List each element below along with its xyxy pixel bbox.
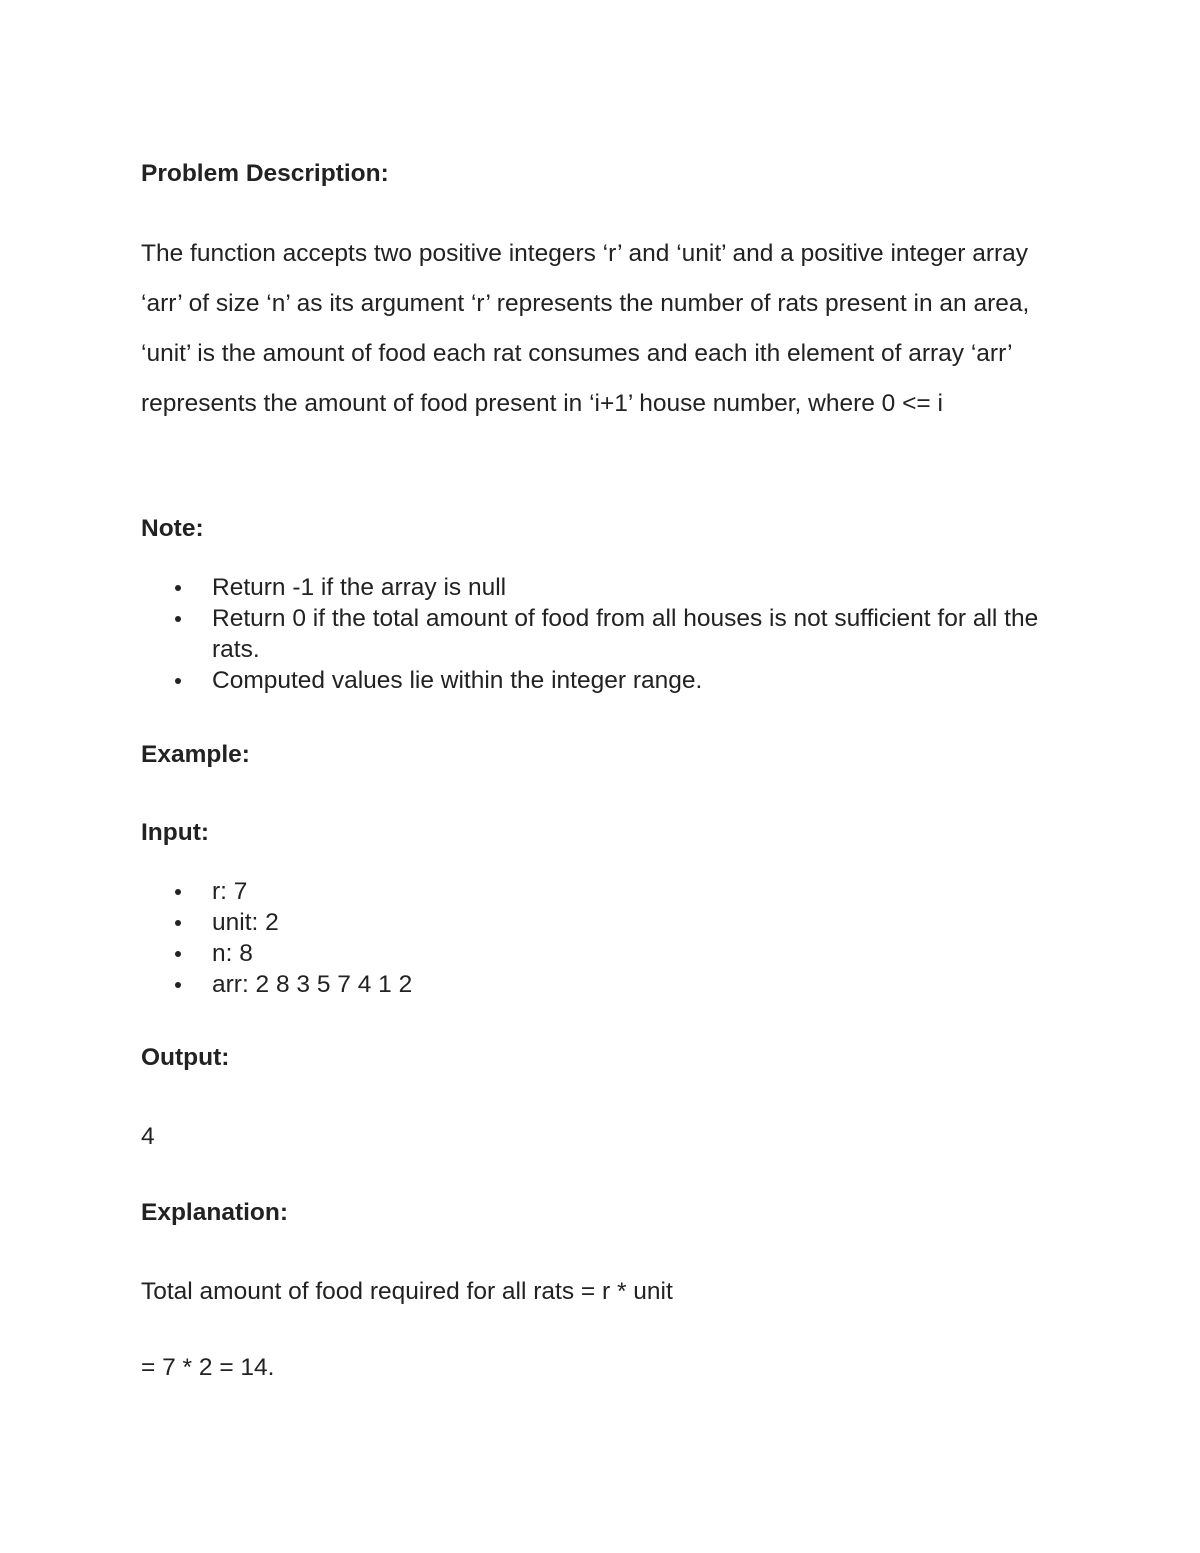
output-value: 4 bbox=[141, 1123, 155, 1150]
note-item: Return -1 if the array is null bbox=[141, 572, 1042, 603]
explanation-heading: Explanation: bbox=[141, 1199, 289, 1226]
problem-description-text: The function accepts two positive integers ‘r’ and ‘unit’ and a positive integer array ‘arr’ of size ‘n’ as its argument ‘r’ represents the number of rats present in an area, ‘unit’ is the amount of food each rat consumes and each ith element of array ‘arr’ represents the amount of food present in ‘i+1’ house number, where 0 <= i bbox=[141, 240, 1030, 417]
example-heading: Example: bbox=[141, 741, 250, 768]
explanation-line: = 7 * 2 = 14. bbox=[141, 1354, 275, 1381]
problem-description-heading: Problem Description: bbox=[141, 160, 389, 187]
input-item: arr: 2 8 3 5 7 4 1 2 bbox=[141, 969, 1042, 1000]
note-item: Computed values lie within the integer range. bbox=[141, 665, 1042, 696]
note-heading: Note: bbox=[141, 515, 204, 542]
note-list bbox=[141, 572, 1061, 696]
input-heading: Input: bbox=[141, 819, 210, 846]
input-item: r: 7 bbox=[141, 876, 1042, 907]
note-item: Return 0 if the total amount of food from all houses is not sufficient for all the rats. bbox=[141, 603, 1042, 665]
input-item: unit: 2 bbox=[141, 907, 1042, 938]
input-list bbox=[141, 876, 1061, 1000]
explanation-line: Total amount of food required for all rats = r * unit bbox=[141, 1278, 673, 1305]
input-item: n: 8 bbox=[141, 938, 1042, 969]
output-heading: Output: bbox=[141, 1044, 230, 1071]
